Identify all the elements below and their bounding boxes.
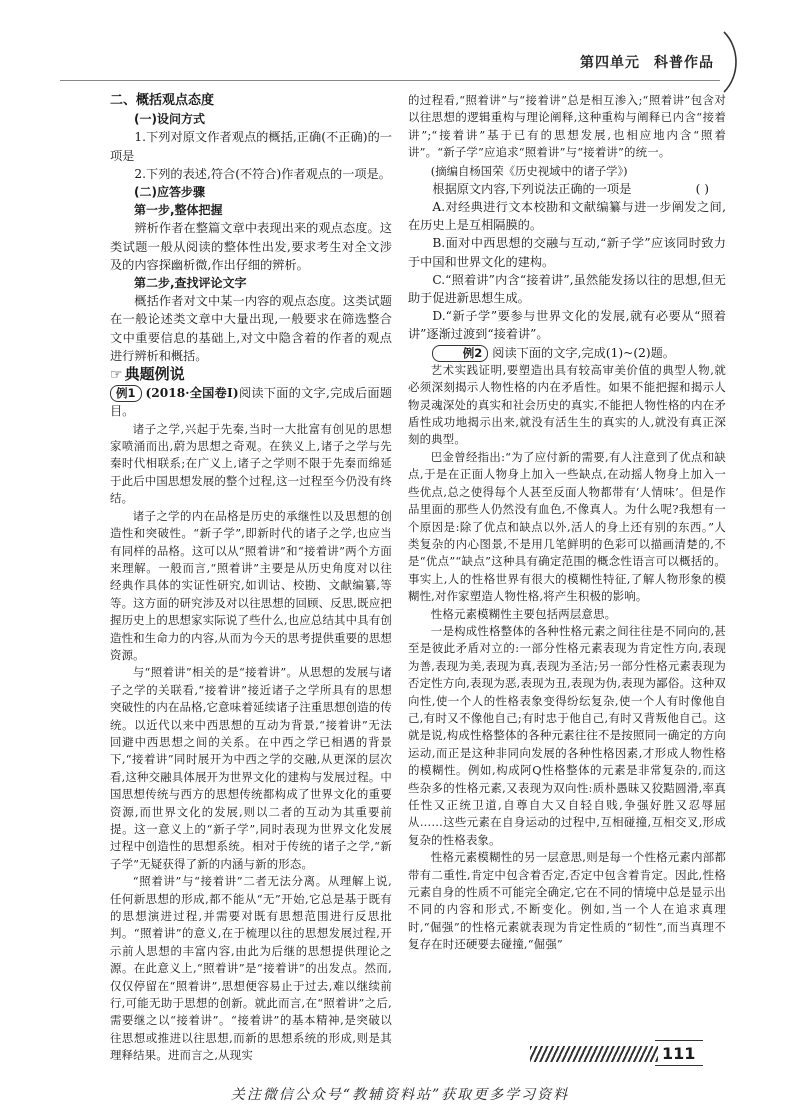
- page-number: 111: [662, 1044, 696, 1063]
- subsection-title-ask: (一)设问方式: [134, 112, 205, 127]
- section-title: 二、概括观点态度: [110, 93, 215, 108]
- examples-heading: ☞ 典题例说: [110, 365, 185, 384]
- example-1-para-5: 的过程看,“照着讲”与“接着讲”总是相互渗入;“照着讲”包含对以往思想的逻辑重构与理论阐释,这种重构与阐释已内含“接着讲”;“接着讲”基于已有的思想发展,也相应地内含“照着讲”。“新子学”应追求“照着讲”与“接着讲”的统一。: [408, 93, 726, 160]
- example-1-source: (2018·全国卷Ⅰ): [145, 386, 239, 401]
- example-2-para-2: 巴金曾经指出:“为了应付新的需要,有人注意到了优点和缺点,于是在正面人物身上加入一些缺点,在动摇人物身上加入一些优点,总之使得每个人甚至反面人物都带有‘人情味’。但是作品里面的那些人仍然没有血色,不像真人。为什么呢?我想有一个原因是:除了优点和缺点以外,活人的身上还有别的东西。”人类复杂的内心图景,不是用几笔鲜明的色彩可以描画清楚的,不是“优点”“缺点”这种具有确定范围的概念性语言可以概括的。事实上,人的性格世界有很大的模糊性特征,了解人物形象的模糊性,对作家塑造人物性格,将产生积极的影响。: [408, 449, 726, 604]
- step-2-text: 概括作者对文中某一内容的观点态度。这类试题在一般论述类文章中大量出现,一般要求在筛选整合文中重要信息的基础上,对文中隐含着的作者的观点进行辨析和概括。: [110, 294, 392, 363]
- example-2-tag: 例2: [432, 345, 488, 362]
- left-column: [110, 92, 392, 1065]
- subsection-title-answer: (二)应答步骤: [134, 185, 205, 200]
- header-curve-decoration: [718, 30, 746, 94]
- unit-label: 第四单元: [580, 55, 640, 71]
- example-1-para-3: 与“照着讲”相关的是“接着讲”。从思想的发展与诸子之学的关联看,“接着讲”接近诸子之学所具有的思想突破性的内在品格,它意味着延续诸子注重思想创造的传统。以近代以来中西思想的互动为背景,“接着讲”无法回避中西思想之间的关系。在中西之学已相遇的背景下,“接着讲”同时展开为中西之学的交融,从更深的层次看,这种交融具体展开为世界文化的建构与发展过程。中国思想传统与西方的思想传统都构成了世界文化的重要资源,而世界文化的发展,则以二者的互动为其重要前提。这一意义上的“新子学”,同时表现为世界文化发展过程中创造性的思想系统。相对于传统的诸子之学,“新子学”无疑获得了新的内涵与新的形态。: [110, 665, 392, 871]
- header-rule: [60, 80, 720, 81]
- example-1-intro: 例1 (2018·全国卷Ⅰ)阅读下面的文字,完成后面题目。: [110, 386, 392, 419]
- example-2-para-4: 一是构成性格整体的各种性格元素之间往往是不同向的,甚至是彼此矛盾对立的:一部分性格元素表现为肯定性方向,表现为善,表现为美,表现为真,表现为圣洁;另一部分性格元素表现为否定性方向,表现为恶,表现为丑,表现为伪,表现为鄙俗。这种双向性,使一个人的性格表象变得纷纭复杂,使一个人有时像他自己,有时又不像他自己;有时忠于他自己,有时又背叛他自己。这就是说,构成性格整体的各种元素往往不是按照同一确定的方向运动,而正是这种非同向发展的各种性格因素,才形成人物性格的模糊性。例如,构成阿Q性格整体的元素是非常复杂的,而这些杂多的性格元素,又表现为双向性:质朴愚昧又狡黠圆滑,率真任性又正统卫道,自尊自大又自轻自贱,争强好胜又忍辱屈从……这些元素在自身运动的过程中,互相碰撞,互相交叉,形成复杂的性格表象。: [408, 623, 726, 847]
- page-number-stripes: [530, 1046, 658, 1062]
- right-column: [408, 92, 726, 954]
- example-1-tag: 例1: [110, 385, 142, 402]
- step-1-text: 辨析作者在整篇文章中表现出来的观点态度。这类试题一般从阅读的整体性出发,要求考生对全文涉及的内容探幽析微,作出仔细的辨析。: [110, 221, 392, 272]
- unit-title: 科普作品: [654, 55, 714, 71]
- example-2-para-5: 性格元素模糊性的另一层意思,则是每一个性格元素内部都带有二重性,肯定中包含着否定,否定中包含着肯定。因此,性格元素自身的性质不可能完全确定,它在不同的情境中总是显示出不同的内容和形式,不断变化。例如,当一个人在追求真理时,“倔强”的性格元素就表现为肯定性质的“韧性”,而当真理不复存在时还硬要去碰撞,“倔强”: [408, 850, 726, 952]
- page-header: [580, 52, 728, 72]
- example-1-para-2: 诸子之学的内在品格是历史的承继性以及思想的创造性和突破性。“新子学”,即新时代的诸子之学,也应当有同样的品格。这可以从“照着讲”和“接着讲”两个方面来理解。一般而言,“照着讲”主要是从历史角度对以往经典作具体的实证性研究,如训诂、校勘、文献编纂,等等。这方面的研究涉及对以往思想的回顾、反思,既应把握历史上的思想家实际说了些什么,也应总结其中具有创造性和生命力的内容,从而为今天的思考提供重要的思想资源。: [110, 508, 392, 662]
- example-2-intro: 例2 阅读下面的文字,完成(1)~(2)题。: [408, 344, 726, 362]
- footer-note: 关注微信公众号“教辅资料站”获取更多学习资料: [230, 1087, 570, 1103]
- question-form-2: 2.下列的表述,符合(不符合)作者观点的一项是。: [134, 166, 391, 181]
- pointing-hand-icon: ☞: [110, 367, 123, 384]
- option-c: C.“照着讲”内含“接着讲”,虽然能发扬以往的思想,但无助于促进新思想生成。: [408, 272, 726, 306]
- example-1-para-1: 诸子之学,兴起于先秦,当时一大批富有创见的思想家喷涌而出,蔚为思想之奇观。在狭义上,诸子之学与先秦时代相联系;在广义上,诸子之学则不限于先秦而绵延于此后中国思想发展的整个过程,这一过程至今仍没有终结。: [110, 421, 392, 506]
- example-1-citation: (摘编自杨国荣《历史视域中的诸子学》): [430, 163, 628, 178]
- option-b: B.面对中西思想的交融与互动,“新子学”应该同时致力于中国和世界文化的建构。: [408, 236, 726, 269]
- step-1-title: 第一步,整体把握: [134, 203, 223, 218]
- example-1-question: 根据原文内容,下列说法正确的一项是 ( ): [408, 180, 726, 198]
- example-2-para-3: 性格元素模糊性主要包括两层意思。: [430, 606, 617, 621]
- example-1-para-4: “照着讲”与“接着讲”二者无法分离。从理解上说,任何新思想的形成,都不能从“无”开始,它总是基于既有的思想演进过程,并需要对既有思想范围进行反思批判。“照着讲”的意义,在于梳理以往的思想发展过程,开示前人思想的丰富内容,由此为后继的思想提供理论之源。在此意义上,“照着讲”是“接着讲”的出发点。然而,仅仅停留在“照着讲”,思想便容易止于过去,难以继续前行,可能无助于思想的创新。就此而言,在“照着讲”之后,需要继之以“接着讲”。“接着讲”的基本精神,是突破以往思想或推进以往思想,而新的思想系统的形成,则是其理释结果。进而言之,从现实: [110, 874, 392, 1063]
- answer-bracket: ( ): [695, 181, 710, 196]
- question-form-1: 1.下列对原文作者观点的概括,正确(不正确)的一项是: [110, 130, 392, 163]
- step-2-title: 第二步,查找评论文字: [134, 276, 247, 291]
- option-d: D.“新子学”要参与世界文化的发展,就有必要从“照着讲”逐渐过渡到“接着讲”。: [408, 309, 726, 342]
- option-a: A.对经典进行文本校勘和文献编纂与进一步阐发之间,在历史上是互相隔膜的。: [408, 200, 726, 233]
- example-2-para-1: 艺术实践证明,要塑造出具有较高审美价值的典型人物,就必须深刻揭示人物性格的内在矛盾性。如果不能把握和揭示人物灵魂深处的真实和社会历史的真实,不能把人物性格的内在矛盾性成功地揭示出来,就没有活生生的真实的人,就没有真正深刻的典型。: [408, 362, 726, 447]
